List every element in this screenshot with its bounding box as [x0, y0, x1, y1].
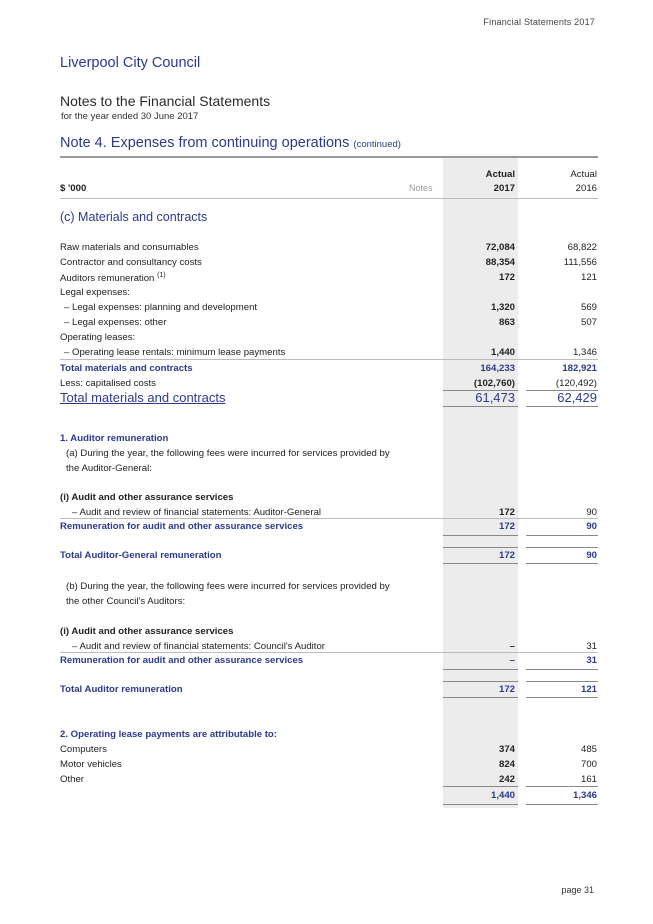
auditor-b-heading: (i) Audit and other assurance services [60, 626, 234, 637]
row-2016: 1,346 [572, 347, 597, 358]
auditor-a-total-2017: 172 [498, 550, 515, 561]
footnote-ref: (1) [157, 272, 166, 279]
notes-subtitle: for the year ended 30 June 2017 [61, 111, 199, 122]
current-year-column-shading [443, 158, 518, 808]
note-continued: (continued) [353, 139, 401, 150]
auditor-b-item-2016: 31 [586, 641, 597, 652]
rule [443, 406, 518, 407]
council-name: Liverpool City Council [60, 55, 201, 71]
auditor-b-sub-2017: – [509, 655, 515, 666]
rule [526, 535, 598, 536]
row-label: – Operating lease rentals: minimum lease payments [64, 347, 286, 358]
total-mc-label: Total materials and contracts [60, 363, 193, 374]
row-2017: 863 [498, 317, 515, 328]
lease-row-label: Other [60, 774, 84, 785]
row-2017: 1,440 [490, 347, 515, 358]
rule [526, 563, 598, 564]
auditor-a-text: (a) During the year, the following fees were incurred for services provided by [66, 448, 390, 459]
note-title-text: Note 4. Expenses from continuing operations [60, 135, 350, 151]
auditor-title: 1. Auditor remuneration [60, 433, 169, 444]
row-label [60, 272, 166, 284]
capitalised-2016: (120,492) [555, 378, 597, 389]
auditor-b-total-2016: 121 [580, 684, 597, 695]
rule [60, 518, 598, 519]
row-label: Operating leases: [60, 332, 136, 343]
rule [526, 669, 598, 670]
total-mc-final-2017: 61,473 [475, 390, 515, 405]
row-2017: 172 [498, 272, 515, 283]
total-mc-2016: 182,921 [562, 363, 597, 374]
col-actual-2016: Actual [570, 169, 597, 180]
rule [526, 804, 598, 805]
row-label: – Legal expenses: other [64, 317, 167, 328]
leases-total-2017: 1,440 [490, 790, 515, 801]
row-2017: 72,084 [485, 242, 515, 253]
rule [526, 547, 598, 548]
row-2016: 569 [580, 302, 597, 313]
auditor-b-text: (b) During the year, the following fees were incurred for services provided by [66, 581, 390, 592]
row-2016: 68,822 [567, 242, 597, 253]
row-label: Legal expenses: [60, 287, 130, 298]
auditor-b-item-2017: – [509, 641, 515, 652]
auditor-b-text: the other Council's Auditors: [66, 596, 186, 607]
header-rule [60, 156, 598, 158]
col-actual-2017: Actual [485, 169, 515, 180]
total-mc-final-2016: 62,429 [557, 390, 597, 405]
total-mc-final-label: Total materials and contracts [60, 390, 226, 405]
row-2016: 121 [580, 272, 597, 283]
auditor-a-item-label: – Audit and review of financial statements: Auditor-General [72, 507, 322, 518]
rule [443, 669, 518, 670]
capitalised-label: Less: capitalised costs [60, 378, 156, 389]
unit-label: $ '000 [60, 183, 87, 194]
lease-row-2016: 700 [580, 759, 597, 770]
rule [526, 681, 598, 682]
lease-row-2017: 374 [498, 744, 515, 755]
rule [443, 786, 518, 787]
rule [526, 697, 598, 698]
auditor-b-sub-2016: 31 [586, 655, 597, 666]
auditor-b-total-label: Total Auditor remuneration [60, 684, 183, 695]
page-number: page 31 [561, 885, 594, 895]
lease-row-2016: 161 [580, 774, 597, 785]
row-2017: 1,320 [490, 302, 515, 313]
rule [60, 652, 598, 653]
rule [443, 681, 518, 682]
lease-row-2016: 485 [580, 744, 597, 755]
lease-row-label: Motor vehicles [60, 759, 122, 770]
row-label: Contractor and consultancy costs [60, 257, 202, 268]
auditor-b-total-2017: 172 [498, 684, 515, 695]
section-c-title: (c) Materials and contracts [60, 210, 208, 224]
rule [443, 563, 518, 564]
year-2017: 2017 [493, 183, 515, 194]
note-title [60, 135, 401, 151]
rule [526, 406, 598, 407]
auditor-a-item-2016: 90 [586, 507, 597, 518]
auditor-b-item-label: – Audit and review of financial statements: Council's Auditor [72, 641, 326, 652]
rule [443, 547, 518, 548]
year-2016: 2016 [575, 183, 597, 194]
auditor-a-text: the Auditor-General: [66, 463, 152, 474]
row-label: Raw materials and consumables [60, 242, 199, 253]
running-header: Financial Statements 2017 [483, 17, 595, 27]
lease-row-label: Computers [60, 744, 107, 755]
auditor-a-heading: (i) Audit and other assurance services [60, 492, 234, 503]
auditor-b-sub-label: Remuneration for audit and other assurance services [60, 655, 304, 666]
row-2016: 507 [580, 317, 597, 328]
row-2016: 111,556 [563, 257, 597, 268]
subtotal-rule [60, 359, 598, 360]
col-header-rule [60, 198, 598, 199]
total-mc-2017: 164,233 [480, 363, 515, 374]
auditor-a-sub-2016: 90 [586, 521, 597, 532]
capitalised-2017: (102,760) [473, 378, 515, 389]
rule [443, 804, 518, 805]
auditor-a-total-label: Total Auditor-General remuneration [60, 550, 222, 561]
lease-row-2017: 824 [498, 759, 515, 770]
rule [443, 535, 518, 536]
row-2017: 88,354 [485, 257, 515, 268]
row-label: – Legal expenses: planning and development [64, 302, 258, 313]
auditor-a-item-2017: 172 [498, 507, 515, 518]
notes-title: Notes to the Financial Statements [60, 93, 271, 109]
rule [443, 697, 518, 698]
auditor-a-sub-label: Remuneration for audit and other assurance services [60, 521, 304, 532]
leases-title: 2. Operating lease payments are attributable to: [60, 729, 277, 740]
row-label-text: Auditors remuneration [60, 273, 155, 285]
notes-label: Notes [409, 183, 433, 193]
leases-total-2016: 1,346 [572, 790, 597, 801]
rule [526, 786, 598, 787]
lease-row-2017: 242 [498, 774, 515, 785]
auditor-a-sub-2017: 172 [498, 521, 515, 532]
auditor-a-total-2016: 90 [586, 550, 597, 561]
